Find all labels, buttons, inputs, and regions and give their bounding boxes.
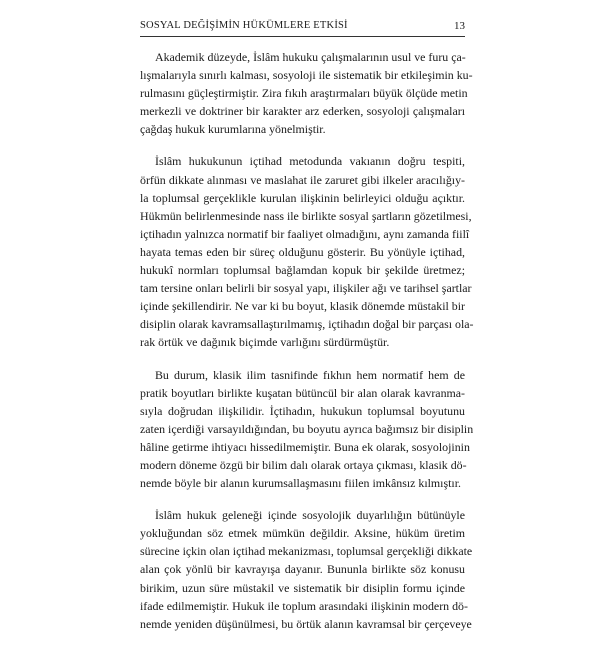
page-number: 13 [454,20,465,32]
text-line: nemde yeniden düşünülmesi, bu örtük alanın kavramsal bir çerçeveye [140,616,472,631]
text-line: nemde böyle bir alanın kurumsallaşmasını fiilen imkânsız kılmıştır. [140,476,461,491]
text-line: birikim, uzun süre müstakil ve sistematik bir disiplin formu içinde [140,580,465,595]
text-line: pratik boyutları birlikte kuşatan bütüncül bir alan olarak kavranma- [140,385,465,400]
text-line: alan çok yönlü bir kavrayışa dayanır. Bununla birlikte söz konusu [140,562,465,577]
text-line: İslâm hukukunun içtihad metodunda vakıanın doğru tespiti, [155,154,465,169]
text-line: çağdaş hukuk kurumlarına yönelmiştir. [140,122,326,137]
body-text [140,48,474,647]
paragraph [140,506,473,633]
text-line: sıyla doğrudan ilişkilidir. İçtihadın, hukukun toplumsal boyutunu [140,403,465,418]
text-line: zaten içerdiği varsayıldığından, bu boyutu ayrıca bağımsız bir disiplin [140,421,474,436]
text-line: içtihadın yalnızca normatif bir faaliyet olmadığını, aynı zamanda fiilî [140,226,470,241]
text-line: Hükmün belirlenmesinde nass ile birlikte sosyal şartların gözetilmesi, [140,208,472,223]
text-line: Bu durum, klasik ilim tasnifinde fıkhın hem normatif hem de [155,367,465,382]
text-line: lışmalarıyla sınırlı kalması, sosyoloji ile sistematik bir etkileşimin ku- [140,68,473,83]
paragraph [140,152,474,351]
text-line: disiplin olarak kavramsallaştırılmamış, içtihadın doğal bir parçası ola- [140,317,474,332]
paragraph [140,48,473,138]
text-line: Akademik düzeyde, İslâm hukuku çalışmalarının usul ve furu ça- [155,50,466,64]
text-line: modern döneme özgü bir bilim dalı olarak ortaya çıkması, klasik dö- [140,457,467,472]
paragraph [140,366,474,493]
text-line: rak örtük ve dağınık biçimde varlığını sürdürmüştür. [140,335,390,350]
running-header [140,20,465,37]
text-line: içinde şekillendirir. Ne var ki bu boyut, klasik dönemde müstakil bir [140,299,465,314]
text-line: hayata temas eden bir süreç olduğunu gösterir. Bu yönüyle içtihad, [140,244,465,259]
text-line: rulmasını güçleştirmiştir. Zira fıkıh araştırmaları büyük ölçüde metin [140,86,468,101]
text-line: İslâm hukuk geleneği içinde sosyolojik duyarlılığın bütünüyle [155,508,465,523]
text-line: ifade edilmemiştir. Hukuk ile toplum arasındaki ilişkinin modern dö- [140,598,468,613]
text-line: hâline getirme ihtiyacı hissedilmemiştir. Buna ek olarak, sosyolojinin [140,439,470,454]
running-title: SOSYAL DEĞİŞİMİN HÜKÜMLERE ETKİSİ [140,20,348,31]
text-line: la toplumsal gerçeklikle kurulan ilişkinin belirleyici olduğu açıktır. [140,190,465,205]
text-line: merkezli ve doktriner bir karakter arz ederken, sosyoloji çalışmaları [140,104,465,119]
text-line: tam tersine onları belirli bir sosyal yapı, ilişkiler ağı ve tarihsel şartlar [140,281,472,296]
text-line: yokluğundan söz etmek mümkün değildir. Aksine, hüküm üretim [140,526,465,541]
text-line: hukukî normları toplumsal bağlamdan kopuk bir şekilde üretmez; [140,263,465,278]
text-line: örfün dikkate alınması ve maslahat ile zaruret gibi ilkeler aracılığıy- [140,172,465,187]
text-line: sürecine içkin olan içtihad mekanizması, toplumsal gerçekliği dikkate [140,544,473,559]
